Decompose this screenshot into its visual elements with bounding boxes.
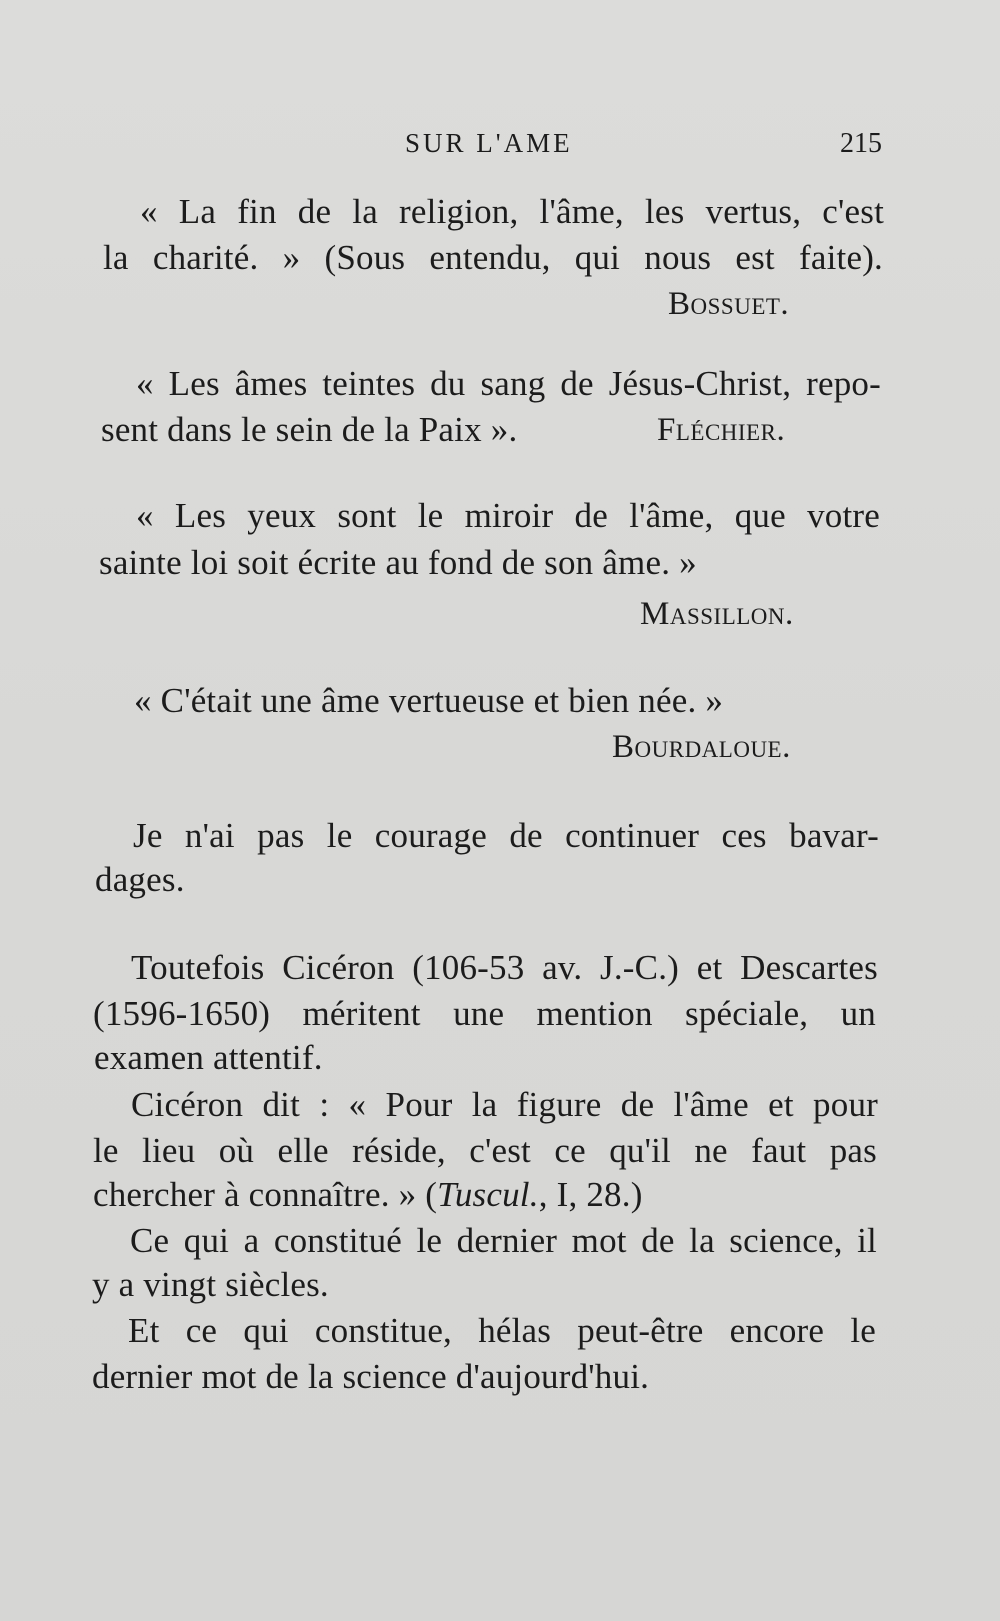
body-line: le lieu où elle réside, c'est ce qu'il ne faut pas xyxy=(93,1131,877,1170)
body-line: y a vingt siècles. xyxy=(92,1265,329,1304)
body-line: Ce qui a constitué le dernier mot de la science, il xyxy=(130,1221,877,1260)
author-attribution: Bossuet. xyxy=(668,286,790,322)
body-line: Je n'ai pas le courage de continuer ces bavar- xyxy=(133,816,879,855)
citation-title: Tuscul. xyxy=(437,1175,539,1214)
body-line: dages. xyxy=(95,860,185,899)
body-text: , I, 28.) xyxy=(538,1175,643,1214)
body-line: Et ce qui constitue, hélas peut-être encore le xyxy=(128,1311,876,1350)
page-number: 215 xyxy=(840,128,882,159)
body-line: examen attentif. xyxy=(94,1038,323,1077)
author-attribution: Fléchier. xyxy=(657,412,786,448)
running-head: SUR L'AME xyxy=(405,128,573,158)
quote-line: « La fin de la religion, l'âme, les vertus, c'est xyxy=(140,192,884,231)
quote-line: « C'était une âme vertueuse et bien née. » xyxy=(134,681,724,720)
quote-line: sainte loi soit écrite au fond de son âme. » xyxy=(99,543,697,582)
author-attribution: Massillon. xyxy=(640,596,794,632)
body-line xyxy=(93,1175,643,1215)
author-attribution: Bourdaloue. xyxy=(612,729,791,765)
quote-line: « Les yeux sont le miroir de l'âme, que votre xyxy=(136,496,880,535)
body-line: Toutefois Cicéron (106-53 av. J.-C.) et Descartes xyxy=(131,948,878,987)
quote-line: la charité. » (Sous entendu, qui nous est faite). xyxy=(103,238,883,277)
body-line: Cicéron dit : « Pour la figure de l'âme et pour xyxy=(131,1085,878,1124)
body-line: (1596-1650) méritent une mention spéciale, un xyxy=(93,994,876,1033)
body-line: dernier mot de la science d'aujourd'hui. xyxy=(92,1357,650,1396)
quote-line: « Les âmes teintes du sang de Jésus-Christ, repo- xyxy=(136,364,881,403)
quote-line: sent dans le sein de la Paix ». xyxy=(101,410,518,449)
body-text: chercher à connaître. » ( xyxy=(93,1175,438,1214)
